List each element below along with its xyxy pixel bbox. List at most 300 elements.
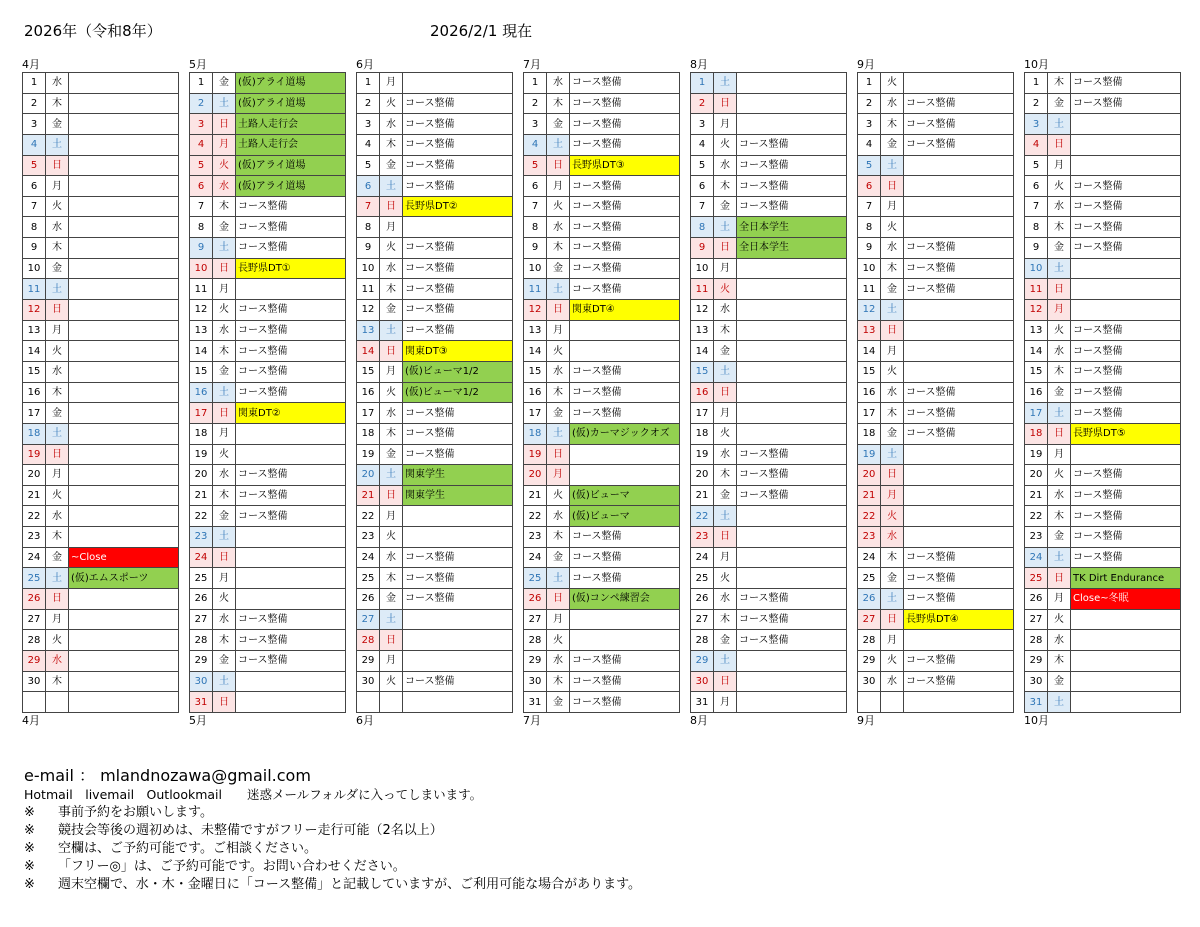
event-cell[interactable] xyxy=(403,527,513,548)
event-cell[interactable] xyxy=(69,506,179,527)
event-cell[interactable]: コース整備 xyxy=(904,93,1014,114)
event-cell[interactable] xyxy=(1071,609,1181,630)
event-cell[interactable]: 長野県DT① xyxy=(236,258,346,279)
day-row xyxy=(858,134,1014,155)
day-number: 29 xyxy=(1025,650,1048,671)
event-cell[interactable]: 関東DT③ xyxy=(403,341,513,362)
day-number: 1 xyxy=(691,73,714,94)
day-row xyxy=(190,547,346,568)
event-cell[interactable] xyxy=(236,568,346,589)
day-row xyxy=(858,568,1014,589)
event-cell[interactable] xyxy=(904,630,1014,651)
event-cell[interactable]: コース整備 xyxy=(904,547,1014,568)
event-cell[interactable]: (仮)アライ道場 xyxy=(236,73,346,94)
weekday: 水 xyxy=(881,527,904,548)
weekday: 火 xyxy=(1048,465,1071,486)
event-cell[interactable] xyxy=(737,671,847,692)
event-cell[interactable] xyxy=(904,217,1014,238)
weekday: 木 xyxy=(881,403,904,424)
event-cell[interactable]: コース整備 xyxy=(570,196,680,217)
event-cell[interactable]: コース整備 xyxy=(403,134,513,155)
event-cell[interactable]: コース整備 xyxy=(904,114,1014,135)
weekday: 日 xyxy=(213,258,236,279)
weekday: 木 xyxy=(213,341,236,362)
event-cell[interactable]: コース整備 xyxy=(904,589,1014,610)
event-cell[interactable]: コース整備 xyxy=(570,93,680,114)
email-address[interactable]: e-mail ： mlandnozawa@gmail.com xyxy=(24,766,311,785)
as-of-date: 2026/2/1 現在 xyxy=(430,22,533,40)
event-cell[interactable]: コース整備 xyxy=(904,423,1014,444)
day-row xyxy=(357,279,513,300)
weekday: 木 xyxy=(714,176,737,197)
weekday: 日 xyxy=(213,547,236,568)
event-cell[interactable] xyxy=(236,547,346,568)
event-cell[interactable] xyxy=(737,506,847,527)
event-cell[interactable]: コース整備 xyxy=(904,568,1014,589)
day-row xyxy=(691,238,847,259)
day-number: 22 xyxy=(524,506,547,527)
weekday: 水 xyxy=(1048,485,1071,506)
day-number: 1 xyxy=(524,73,547,94)
event-cell[interactable] xyxy=(236,423,346,444)
event-cell[interactable]: コース整備 xyxy=(904,671,1014,692)
event-cell[interactable] xyxy=(737,361,847,382)
note-mark: ※ xyxy=(24,841,35,856)
weekday: 月 xyxy=(1048,444,1071,465)
day-row xyxy=(1025,444,1181,465)
event-cell[interactable] xyxy=(570,341,680,362)
event-cell[interactable] xyxy=(904,73,1014,94)
event-cell[interactable]: コース整備 xyxy=(570,568,680,589)
event-cell[interactable]: コース整備 xyxy=(737,444,847,465)
event-cell[interactable]: コース整備 xyxy=(1071,382,1181,403)
day-number: 13 xyxy=(357,320,380,341)
event-cell[interactable] xyxy=(737,423,847,444)
event-cell[interactable]: コース整備 xyxy=(236,341,346,362)
event-cell[interactable]: コース整備 xyxy=(904,279,1014,300)
weekday: 水 xyxy=(46,73,69,94)
event-cell[interactable]: コース整備 xyxy=(403,300,513,321)
weekday: 水 xyxy=(1048,341,1071,362)
event-cell[interactable] xyxy=(236,279,346,300)
weekday: 水 xyxy=(714,589,737,610)
day-number: 6 xyxy=(858,176,881,197)
event-cell[interactable]: コース整備 xyxy=(570,114,680,135)
event-cell[interactable]: (仮)コンペ練習会 xyxy=(570,589,680,610)
event-cell[interactable]: コース整備 xyxy=(1071,238,1181,259)
event-cell[interactable]: コース整備 xyxy=(570,692,680,713)
event-cell[interactable]: コース整備 xyxy=(1071,73,1181,94)
event-cell[interactable] xyxy=(1071,114,1181,135)
event-cell[interactable] xyxy=(737,568,847,589)
day-number: 10 xyxy=(23,258,46,279)
event-cell[interactable]: 関東学生 xyxy=(403,465,513,486)
event-cell[interactable]: 土路人走行会 xyxy=(236,134,346,155)
weekday: 日 xyxy=(46,300,69,321)
day-row xyxy=(23,671,179,692)
event-cell[interactable]: コース整備 xyxy=(570,547,680,568)
day-number: 27 xyxy=(1025,609,1048,630)
day-number: 5 xyxy=(1025,155,1048,176)
event-cell[interactable]: (仮)ビューマ1/2 xyxy=(403,382,513,403)
event-cell[interactable]: (仮)エムスポーツ xyxy=(69,568,179,589)
event-cell[interactable] xyxy=(69,403,179,424)
event-cell[interactable] xyxy=(570,630,680,651)
event-cell[interactable] xyxy=(236,527,346,548)
event-cell[interactable] xyxy=(69,134,179,155)
event-cell[interactable]: コース整備 xyxy=(403,258,513,279)
event-cell[interactable]: コース整備 xyxy=(1071,465,1181,486)
event-cell[interactable]: 土路人走行会 xyxy=(236,114,346,135)
day-row xyxy=(524,238,680,259)
event-cell[interactable] xyxy=(737,547,847,568)
day-number: 5 xyxy=(858,155,881,176)
event-cell[interactable] xyxy=(904,692,1014,713)
day-number: 7 xyxy=(691,196,714,217)
event-cell[interactable]: コース整備 xyxy=(570,382,680,403)
event-cell[interactable]: ~Close xyxy=(69,547,179,568)
event-cell[interactable] xyxy=(904,485,1014,506)
event-cell[interactable]: Close~冬眠 xyxy=(1071,589,1181,610)
event-cell[interactable]: コース整備 xyxy=(904,238,1014,259)
event-cell[interactable]: 長野県DT② xyxy=(403,196,513,217)
day-row xyxy=(357,609,513,630)
event-cell[interactable]: コース整備 xyxy=(1071,217,1181,238)
event-cell[interactable]: コース整備 xyxy=(236,506,346,527)
weekday xyxy=(380,692,403,713)
event-cell[interactable] xyxy=(904,176,1014,197)
event-cell[interactable] xyxy=(570,320,680,341)
event-cell[interactable]: 長野県DT⑤ xyxy=(1071,423,1181,444)
event-cell[interactable] xyxy=(69,361,179,382)
event-cell[interactable]: 関東DT② xyxy=(236,403,346,424)
event-cell[interactable]: コース整備 xyxy=(737,155,847,176)
event-cell[interactable]: コース整備 xyxy=(236,217,346,238)
event-cell[interactable]: コース整備 xyxy=(403,320,513,341)
day-number: 30 xyxy=(1025,671,1048,692)
day-row xyxy=(190,465,346,486)
event-cell[interactable] xyxy=(236,444,346,465)
event-cell[interactable]: 関東学生 xyxy=(403,485,513,506)
event-cell[interactable]: (仮)アライ道場 xyxy=(236,176,346,197)
day-number: 15 xyxy=(858,361,881,382)
event-cell[interactable] xyxy=(69,465,179,486)
weekday: 水 xyxy=(46,650,69,671)
event-cell[interactable]: コース整備 xyxy=(570,671,680,692)
day-number: 9 xyxy=(190,238,213,259)
event-cell[interactable] xyxy=(737,692,847,713)
day-row xyxy=(357,650,513,671)
event-cell[interactable] xyxy=(1071,279,1181,300)
day-row xyxy=(357,485,513,506)
event-cell[interactable] xyxy=(403,692,513,713)
event-cell[interactable] xyxy=(236,589,346,610)
event-cell[interactable]: コース整備 xyxy=(737,196,847,217)
event-cell[interactable] xyxy=(69,176,179,197)
event-cell[interactable] xyxy=(403,630,513,651)
day-row xyxy=(858,630,1014,651)
event-cell[interactable]: コース整備 xyxy=(403,568,513,589)
event-cell[interactable] xyxy=(737,650,847,671)
event-cell[interactable] xyxy=(69,114,179,135)
event-cell[interactable]: コース整備 xyxy=(570,134,680,155)
day-number: 1 xyxy=(1025,73,1048,94)
weekday: 日 xyxy=(380,485,403,506)
weekday: 火 xyxy=(714,134,737,155)
event-cell[interactable] xyxy=(1071,692,1181,713)
event-cell[interactable] xyxy=(403,73,513,94)
day-number: 16 xyxy=(23,382,46,403)
event-cell[interactable] xyxy=(1071,300,1181,321)
event-cell[interactable]: コース整備 xyxy=(570,403,680,424)
day-number: 24 xyxy=(524,547,547,568)
event-cell[interactable] xyxy=(69,73,179,94)
event-cell[interactable] xyxy=(737,114,847,135)
event-cell[interactable] xyxy=(403,650,513,671)
day-row xyxy=(1025,506,1181,527)
event-cell[interactable]: (仮)ビューマ xyxy=(570,485,680,506)
event-cell[interactable] xyxy=(236,692,346,713)
event-cell[interactable]: コース整備 xyxy=(1071,320,1181,341)
event-cell[interactable]: コース整備 xyxy=(904,382,1014,403)
event-cell[interactable] xyxy=(904,527,1014,548)
event-cell[interactable]: コース整備 xyxy=(570,238,680,259)
calendar-title: 2026年（令和8年） xyxy=(24,22,162,40)
event-cell[interactable]: コース整備 xyxy=(403,238,513,259)
event-cell[interactable] xyxy=(69,382,179,403)
event-cell[interactable] xyxy=(69,341,179,362)
event-cell[interactable]: コース整備 xyxy=(236,485,346,506)
event-cell[interactable] xyxy=(69,444,179,465)
event-cell[interactable] xyxy=(737,73,847,94)
event-cell[interactable] xyxy=(69,258,179,279)
event-cell[interactable]: コース整備 xyxy=(403,114,513,135)
day-row xyxy=(524,320,680,341)
event-cell[interactable]: コース整備 xyxy=(236,609,346,630)
event-cell[interactable] xyxy=(904,444,1014,465)
event-cell[interactable]: コース整備 xyxy=(737,630,847,651)
event-cell[interactable] xyxy=(737,527,847,548)
day-number: 16 xyxy=(1025,382,1048,403)
month-label-footer: 10月 xyxy=(1024,713,1049,727)
event-cell[interactable]: コース整備 xyxy=(1071,361,1181,382)
event-cell[interactable]: コース整備 xyxy=(904,650,1014,671)
event-cell[interactable]: (仮)カーマジックオズ xyxy=(570,423,680,444)
event-cell[interactable]: コース整備 xyxy=(1071,176,1181,197)
event-cell[interactable]: コース整備 xyxy=(904,403,1014,424)
event-cell[interactable]: コース整備 xyxy=(403,589,513,610)
day-row xyxy=(691,258,847,279)
weekday xyxy=(46,692,69,713)
weekday: 水 xyxy=(380,403,403,424)
event-cell[interactable] xyxy=(570,465,680,486)
event-cell[interactable] xyxy=(904,300,1014,321)
event-cell[interactable] xyxy=(904,196,1014,217)
event-cell[interactable]: コース整備 xyxy=(236,361,346,382)
event-cell[interactable]: コース整備 xyxy=(236,382,346,403)
event-cell[interactable]: 長野県DT③ xyxy=(570,155,680,176)
event-cell[interactable] xyxy=(403,609,513,630)
event-cell[interactable]: 長野県DT④ xyxy=(904,609,1014,630)
event-cell[interactable] xyxy=(69,692,179,713)
event-cell[interactable] xyxy=(1071,650,1181,671)
day-row xyxy=(858,650,1014,671)
event-cell[interactable] xyxy=(69,650,179,671)
event-cell[interactable]: コース整備 xyxy=(570,279,680,300)
event-cell[interactable]: 全日本学生 xyxy=(737,238,847,259)
event-cell[interactable] xyxy=(69,671,179,692)
event-cell[interactable]: コース整備 xyxy=(236,650,346,671)
event-cell[interactable]: 全日本学生 xyxy=(737,217,847,238)
event-cell[interactable] xyxy=(69,630,179,651)
event-cell[interactable]: コース整備 xyxy=(737,134,847,155)
event-cell[interactable] xyxy=(904,506,1014,527)
day-row xyxy=(1025,196,1181,217)
event-cell[interactable]: コース整備 xyxy=(737,589,847,610)
event-cell[interactable]: コース整備 xyxy=(570,258,680,279)
event-cell[interactable]: コース整備 xyxy=(1071,506,1181,527)
day-number: 27 xyxy=(691,609,714,630)
event-cell[interactable] xyxy=(69,320,179,341)
event-cell[interactable]: コース整備 xyxy=(236,630,346,651)
event-cell[interactable]: コース整備 xyxy=(403,279,513,300)
event-cell[interactable] xyxy=(69,423,179,444)
event-cell[interactable] xyxy=(737,279,847,300)
event-cell[interactable]: 関東DT④ xyxy=(570,300,680,321)
event-cell[interactable] xyxy=(570,444,680,465)
event-cell[interactable]: コース整備 xyxy=(737,485,847,506)
event-cell[interactable] xyxy=(1071,258,1181,279)
month-5 xyxy=(189,58,346,728)
weekday: 火 xyxy=(714,423,737,444)
event-cell[interactable] xyxy=(69,300,179,321)
event-cell[interactable] xyxy=(737,341,847,362)
event-cell[interactable]: コース整備 xyxy=(403,423,513,444)
event-cell[interactable] xyxy=(69,93,179,114)
weekday: 土 xyxy=(714,217,737,238)
day-row xyxy=(691,527,847,548)
event-cell[interactable]: コース整備 xyxy=(403,176,513,197)
weekday: 火 xyxy=(547,196,570,217)
weekday: 水 xyxy=(213,176,236,197)
event-cell[interactable] xyxy=(69,609,179,630)
event-cell[interactable]: コース整備 xyxy=(1071,196,1181,217)
event-cell[interactable]: コース整備 xyxy=(737,609,847,630)
weekday: 土 xyxy=(46,279,69,300)
event-cell[interactable]: (仮)ビューマ xyxy=(570,506,680,527)
event-cell[interactable] xyxy=(1071,444,1181,465)
event-cell[interactable]: コース整備 xyxy=(570,73,680,94)
weekday: 金 xyxy=(881,423,904,444)
event-cell[interactable]: コース整備 xyxy=(737,176,847,197)
weekday: 水 xyxy=(881,671,904,692)
event-cell[interactable]: コース整備 xyxy=(904,258,1014,279)
event-cell[interactable]: コース整備 xyxy=(403,671,513,692)
event-cell[interactable]: コース整備 xyxy=(570,217,680,238)
event-cell[interactable] xyxy=(904,465,1014,486)
event-cell[interactable] xyxy=(737,93,847,114)
event-cell[interactable] xyxy=(69,589,179,610)
event-cell[interactable] xyxy=(737,382,847,403)
event-cell[interactable] xyxy=(69,238,179,259)
event-cell[interactable]: コース整備 xyxy=(570,527,680,548)
event-cell[interactable] xyxy=(737,300,847,321)
event-cell[interactable] xyxy=(69,485,179,506)
event-cell[interactable]: コース整備 xyxy=(236,300,346,321)
event-cell[interactable]: コース整備 xyxy=(403,93,513,114)
event-cell[interactable]: コース整備 xyxy=(403,444,513,465)
event-cell[interactable] xyxy=(69,217,179,238)
event-cell[interactable] xyxy=(1071,671,1181,692)
event-cell[interactable]: (仮)アライ道場 xyxy=(236,155,346,176)
event-cell[interactable]: コース整備 xyxy=(1071,93,1181,114)
event-cell[interactable] xyxy=(1071,134,1181,155)
weekday: 日 xyxy=(714,671,737,692)
event-cell[interactable] xyxy=(236,671,346,692)
day-number: 13 xyxy=(858,320,881,341)
event-cell[interactable] xyxy=(69,155,179,176)
event-cell[interactable]: コース整備 xyxy=(236,196,346,217)
event-cell[interactable] xyxy=(1071,155,1181,176)
event-cell[interactable] xyxy=(1071,630,1181,651)
day-number: 6 xyxy=(524,176,547,197)
mail-warning: Hotmail livemail Outlookmail 迷惑メールフォルダに入ってしまいます。 xyxy=(24,787,483,802)
event-cell[interactable]: コース整備 xyxy=(904,134,1014,155)
event-cell[interactable]: コース整備 xyxy=(1071,527,1181,548)
event-cell[interactable] xyxy=(69,196,179,217)
day-number: 12 xyxy=(858,300,881,321)
event-cell[interactable]: (仮)アライ道場 xyxy=(236,93,346,114)
event-cell[interactable]: コース整備 xyxy=(570,361,680,382)
event-cell[interactable]: コース整備 xyxy=(570,650,680,671)
event-cell[interactable]: コース整備 xyxy=(236,465,346,486)
event-cell[interactable] xyxy=(737,403,847,424)
event-cell[interactable]: コース整備 xyxy=(403,547,513,568)
event-cell[interactable] xyxy=(904,320,1014,341)
month-label: 8月 xyxy=(690,58,708,71)
day-number: 8 xyxy=(357,217,380,238)
day-number: 14 xyxy=(858,341,881,362)
event-cell[interactable] xyxy=(403,506,513,527)
day-row xyxy=(357,196,513,217)
event-cell[interactable] xyxy=(403,217,513,238)
event-cell[interactable]: コース整備 xyxy=(1071,485,1181,506)
event-cell[interactable]: コース整備 xyxy=(236,320,346,341)
event-cell[interactable]: コース整備 xyxy=(236,238,346,259)
event-cell[interactable]: (仮)ビューマ1/2 xyxy=(403,361,513,382)
event-cell[interactable]: コース整備 xyxy=(737,465,847,486)
event-cell[interactable]: コース整備 xyxy=(403,155,513,176)
event-cell[interactable] xyxy=(737,258,847,279)
day-number: 22 xyxy=(691,506,714,527)
event-cell[interactable]: TK Dirt Endurance xyxy=(1071,568,1181,589)
event-cell[interactable]: コース整備 xyxy=(570,176,680,197)
event-cell[interactable] xyxy=(69,527,179,548)
weekday: 金 xyxy=(1048,238,1071,259)
weekday: 土 xyxy=(714,361,737,382)
event-cell[interactable] xyxy=(737,320,847,341)
weekday: 木 xyxy=(1048,361,1071,382)
event-cell[interactable]: コース整備 xyxy=(1071,403,1181,424)
event-cell[interactable] xyxy=(69,279,179,300)
event-cell[interactable]: コース整備 xyxy=(1071,547,1181,568)
event-cell[interactable]: コース整備 xyxy=(1071,341,1181,362)
event-cell[interactable] xyxy=(570,609,680,630)
event-cell[interactable]: コース整備 xyxy=(403,403,513,424)
event-cell[interactable] xyxy=(904,361,1014,382)
event-cell[interactable] xyxy=(904,155,1014,176)
event-cell[interactable] xyxy=(904,341,1014,362)
